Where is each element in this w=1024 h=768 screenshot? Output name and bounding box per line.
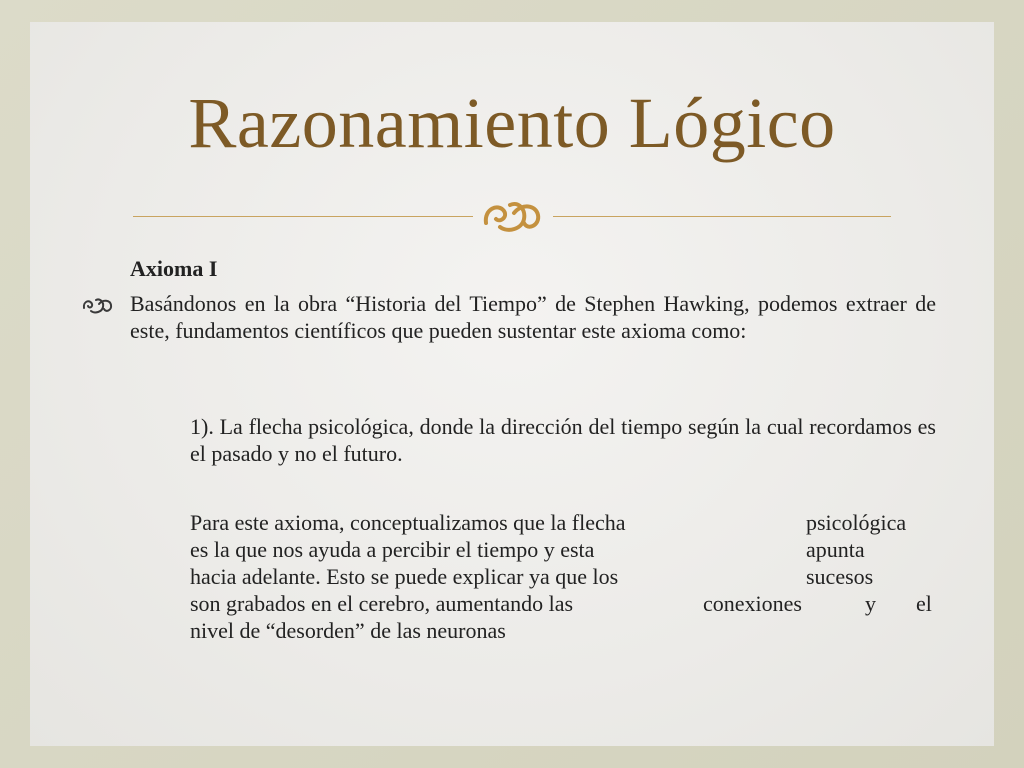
text-segment: apunta [806, 537, 865, 562]
text-segment: nivel de “desorden” de las neuronas [190, 618, 506, 643]
text-segment: es la que nos ayuda a percibir el tiempo y esta [190, 537, 595, 562]
paragraph-line [190, 563, 936, 590]
text-segment: Para este axioma, conceptualizamos que la flecha [190, 510, 626, 535]
paragraph-line [190, 536, 936, 563]
paragraph-psychological-arrow: 1). La flecha psicológica, donde la dirección del tiempo según la cual recordamos es el pasado y no el futuro. [190, 414, 936, 466]
scroll-bullet-icon [80, 294, 120, 316]
text-segment: psicológica [806, 510, 907, 535]
text-segment: y [865, 591, 876, 616]
text-segment: son grabados en el cerebro, aumentando las [190, 591, 574, 616]
text-segment: el [916, 591, 932, 616]
divider-line-left [133, 216, 473, 217]
slide-title: Razonamiento Lógico [188, 83, 836, 163]
text-segment: hacia adelante. Esto se puede explicar ya que los [190, 564, 619, 589]
paragraph-line [190, 617, 936, 644]
text-segment: sucesos [806, 564, 874, 589]
title-divider [133, 207, 891, 231]
paragraph-line [190, 509, 936, 536]
text-segment: conexiones [703, 591, 802, 616]
bullet-text: Basándonos en la obra “Historia del Tiempo” de Stephen Hawking, podemos extraer de este, fundamentos científicos que pueden sustentar este axioma como: [130, 291, 936, 343]
axiom-heading: Axioma I [130, 256, 218, 281]
divider-line-right [553, 216, 891, 217]
paragraph-line [190, 590, 936, 617]
scroll-ornament-icon [478, 193, 548, 237]
